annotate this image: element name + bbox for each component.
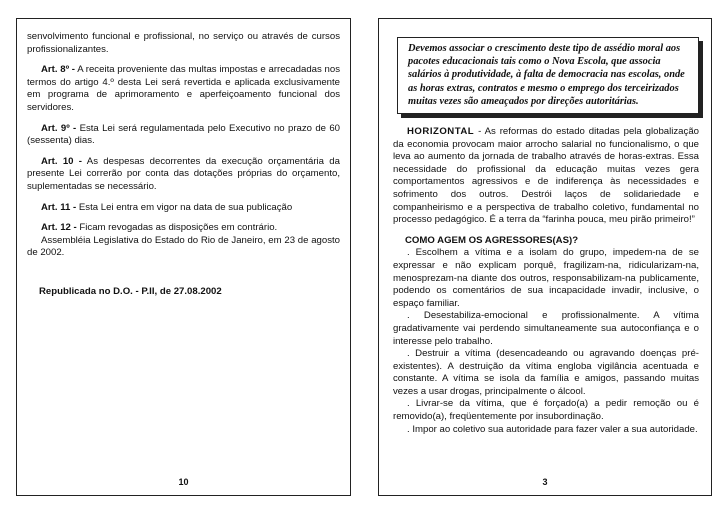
horizontal-paragraph xyxy=(393,126,699,227)
right-page xyxy=(378,18,712,496)
list-item: . Escolhem a vítima e a isolam do grupo, impedem-na de se expressar e não explicam porquê, fragilizam-na, ridicularizam-na, menosprezam-na diante dos outros, responsabilizam-na publicamente, podendo os comentários de sua incapacidade invadir, inclusive, o espaço familiar. xyxy=(393,247,699,309)
article-12-text: Ficam revogadas as disposições em contrário. xyxy=(76,222,278,234)
article-10 xyxy=(27,156,340,194)
article-9-text: Esta Lei será regulamentada pelo Executivo no prazo de 60 (sessenta) dias. xyxy=(27,122,340,147)
list-item: . Livrar-se da vítima, que é forçado(a) a pedir remoção ou é removido(a), freqüentemente por insubordinação. xyxy=(393,398,699,423)
aggressors-heading: COMO AGEM OS AGRESSORES(AS)? xyxy=(405,234,579,246)
article-9 xyxy=(27,123,340,148)
article-12 xyxy=(27,222,340,235)
article-11-label: Art. 11 - xyxy=(41,201,77,213)
article-8-text: A receita proveniente das multas impostas e arrecadadas nos termos do artigo 4.º desta Lei será revertida e aplicada exclusivamente em programa de aprimoramento e aperfeiçoamento funcional dos servidores. xyxy=(27,64,340,113)
horizontal-label: HORIZONTAL xyxy=(407,126,475,138)
article-11-text: Esta Lei entra em vigor na data de sua publicação xyxy=(76,201,293,213)
article-8-label: Art. 8º - xyxy=(41,64,75,76)
republication-note: Republicada no D.O. - P.II, de 27.08.2002 xyxy=(39,285,222,297)
assembly-note: Assembléia Legislativa do Estado do Rio de Janeiro, em 23 de agosto de 2002. xyxy=(27,234,340,259)
page-number-right: 3 xyxy=(542,477,548,488)
article-10-text: As despesas decorrentes da execução orçamentária da presente Lei correrão por conta das dotações próprias do orçamento, suplementadas se necessário. xyxy=(27,155,340,192)
article-12-label: Art. 12 - xyxy=(41,222,77,234)
highlight-quote-box xyxy=(397,37,699,114)
article-9-label: Art. 9º - xyxy=(41,122,77,134)
article-11 xyxy=(27,202,340,215)
article-8 xyxy=(27,64,340,114)
horizontal-text: - As reformas do estado ditadas pela globalização da economia provocam maior arrocho salarial no funcionalismo, o que leva ao aumento da jornada de trabalho através de horas-extras. Essa necessidade do profissional da educação muitas vezes gera comportamentos agressivos e de indiferença às necessidades e sofrimento dos outros. Destrói laços de solidariedade e companheirismo e a perspectiva de trabalho coletivo, fundamental no processo pedagógico. É a terra da “farinha pouca, meu pirão primeiro!” xyxy=(393,126,699,226)
intro-paragraph: senvolvimento funcional e profissional, no serviço ou através de cursos profissionalizantes. xyxy=(27,31,340,55)
article-10-label: Art. 10 - xyxy=(41,155,83,167)
list-item: . Impor ao coletivo sua autoridade para fazer valer a sua autoridade. xyxy=(407,423,698,435)
quote-text: Devemos associar o crescimento deste tipo de assédio moral aos pacotes educacionais tais como o Nova Escola, que associa salários à produtividade, à falta de democracia nas escolas, onde as horas extras, contratos e mesmo o emprego dos terceirizados muitas vezes são ameaçados por direções autoritárias. xyxy=(408,43,685,107)
page-number-left: 10 xyxy=(178,477,189,488)
left-page xyxy=(16,18,351,496)
list-item: . Destruir a vítima (desencadeando ou agravando doenças pré-existentes). A destruição da vítima engloba vigilância acentuada e constante. A vítima se isola da família e amigos, passando muitas vezes a usar drogas, principalmente o álcool. xyxy=(393,348,699,397)
list-item: . Desestabiliza-emocional e profissionalmente. A vítima gradativamente vai perdendo simultaneamente sua autoconfiança e o interesse pelo trabalho. xyxy=(393,310,699,347)
